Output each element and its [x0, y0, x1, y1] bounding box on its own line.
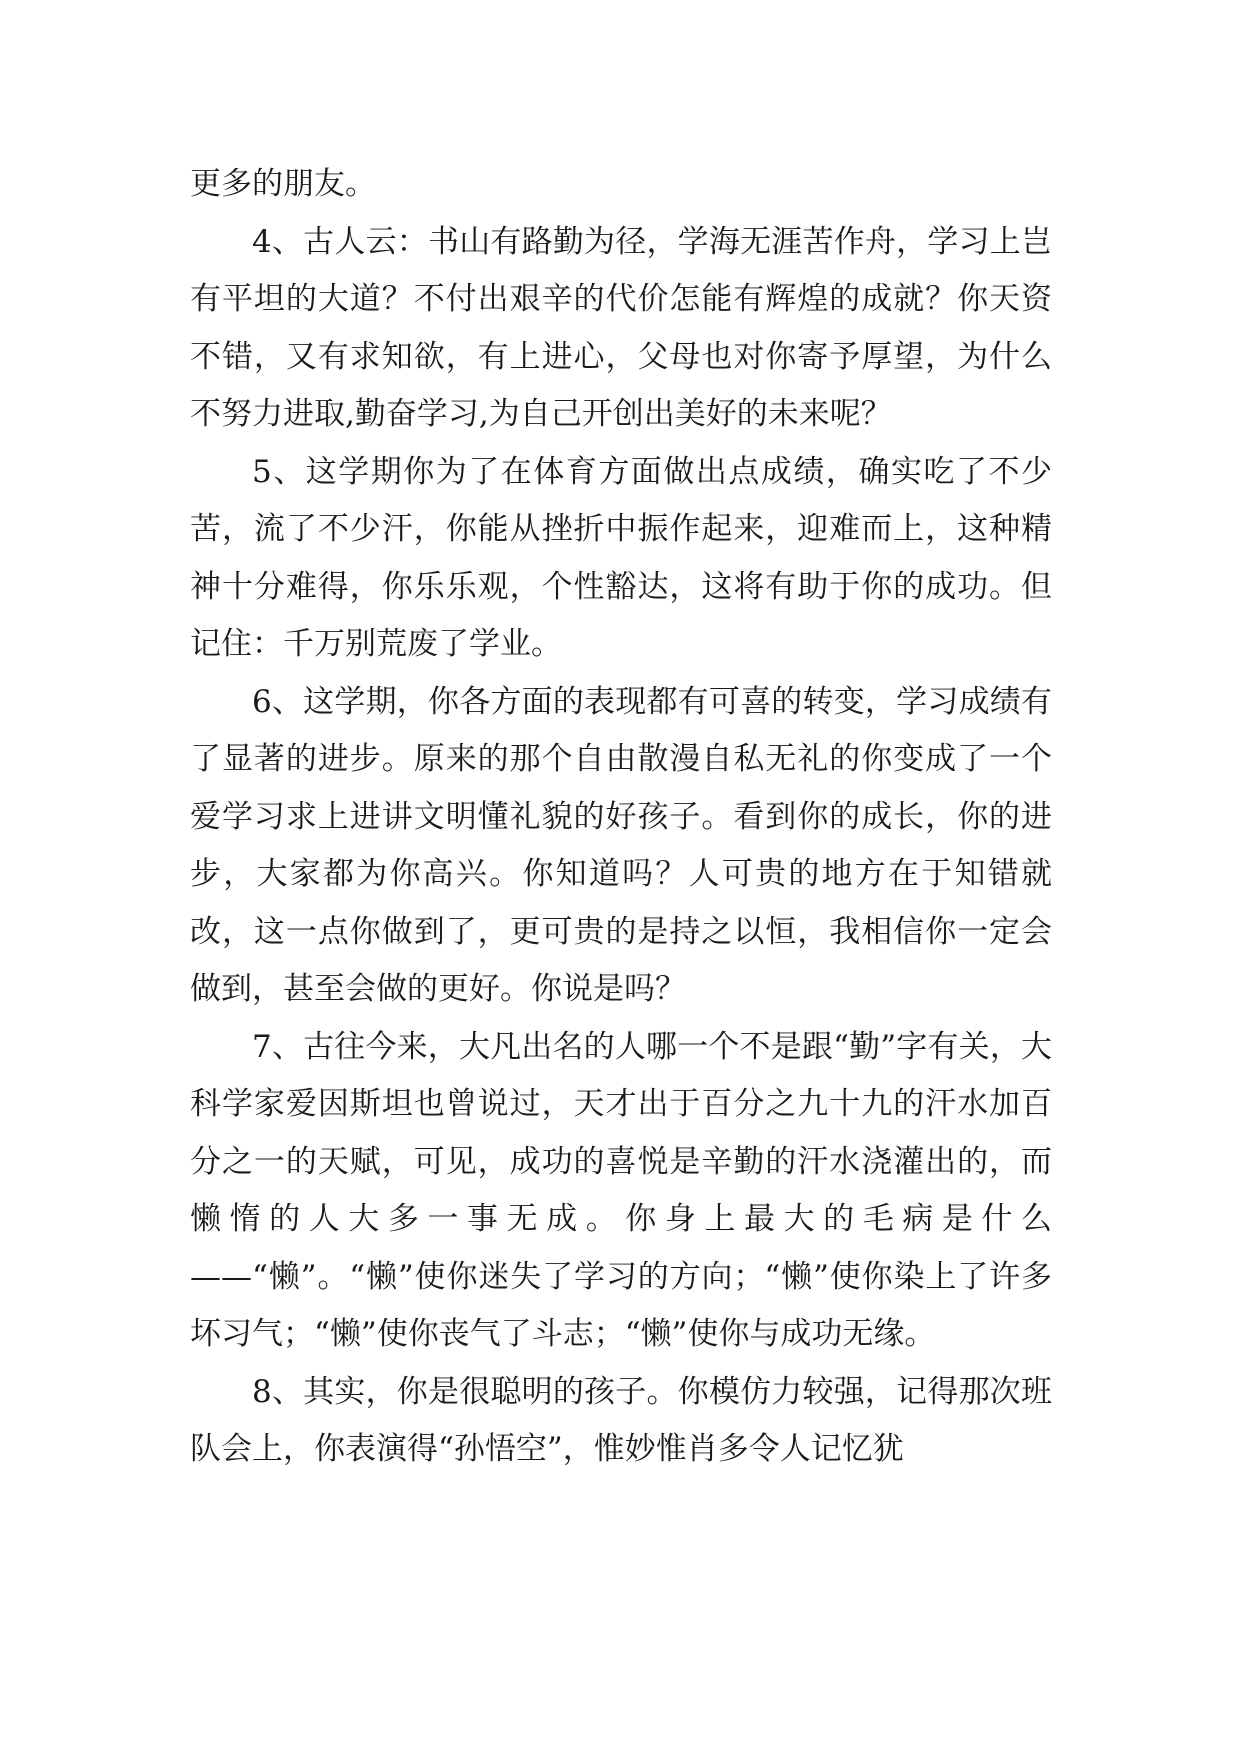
paragraph-item-6: 6、这学期，你各方面的表现都有可喜的转变，学习成绩有了显著的进步。原来的那个自由散漫自私无礼的你变成了一个爱学习求上进讲文明懂礼貌的好孩子。看到你的成长，你的进步，大家都为你高兴。你知道吗？人可贵的地方在于知错就改，这一点你做到了，更可贵的是持之以恒，我相信你一定会做到，甚至会做的更好。你说是吗？: [190, 683, 1052, 1007]
paragraph-item-7: 7、古往今来，大凡出名的人哪一个不是跟“勤”字有关，大科学家爱因斯坦也曾说过，天才出于百分之九十九的汗水加百分之一的天赋，可见，成功的喜悦是辛勤的汗水浇灌出的，而懒惰的人大多一事无成。你身上最大的毛病是什么——“懒”。“懒”使你迷失了学习的方向；“懒”使你染上了许多坏习气；“懒”使你丧气了斗志；“懒”使你与成功无缘。: [190, 1028, 1052, 1352]
document-body: [190, 156, 1052, 1479]
paragraph-continuation: 更多的朋友。: [190, 166, 376, 202]
paragraph-item-5: 5、这学期你为了在体育方面做出点成绩，确实吃了不少苦，流了不少汗，你能从挫折中振作起来，迎难而上，这种精神十分难得，你乐乐观，个性豁达，这将有助于你的成功。但记住：千万别荒废了学业。: [190, 453, 1052, 662]
paragraph-item-4: 4、古人云：书山有路勤为径，学海无涯苦作舟，学习上岂有平坦的大道？不付出艰辛的代价怎能有辉煌的成就？你天资不错，又有求知欲，有上进心，父母也对你寄予厚望，为什么不努力进取,勤奋学习,为自己开创出美好的未来呢？: [190, 223, 1052, 432]
paragraph-item-8: 8、其实，你是很聪明的孩子。你模仿力较强，记得那次班队会上，你表演得“孙悟空”，惟妙惟肖多令人记忆犹: [190, 1373, 1052, 1467]
